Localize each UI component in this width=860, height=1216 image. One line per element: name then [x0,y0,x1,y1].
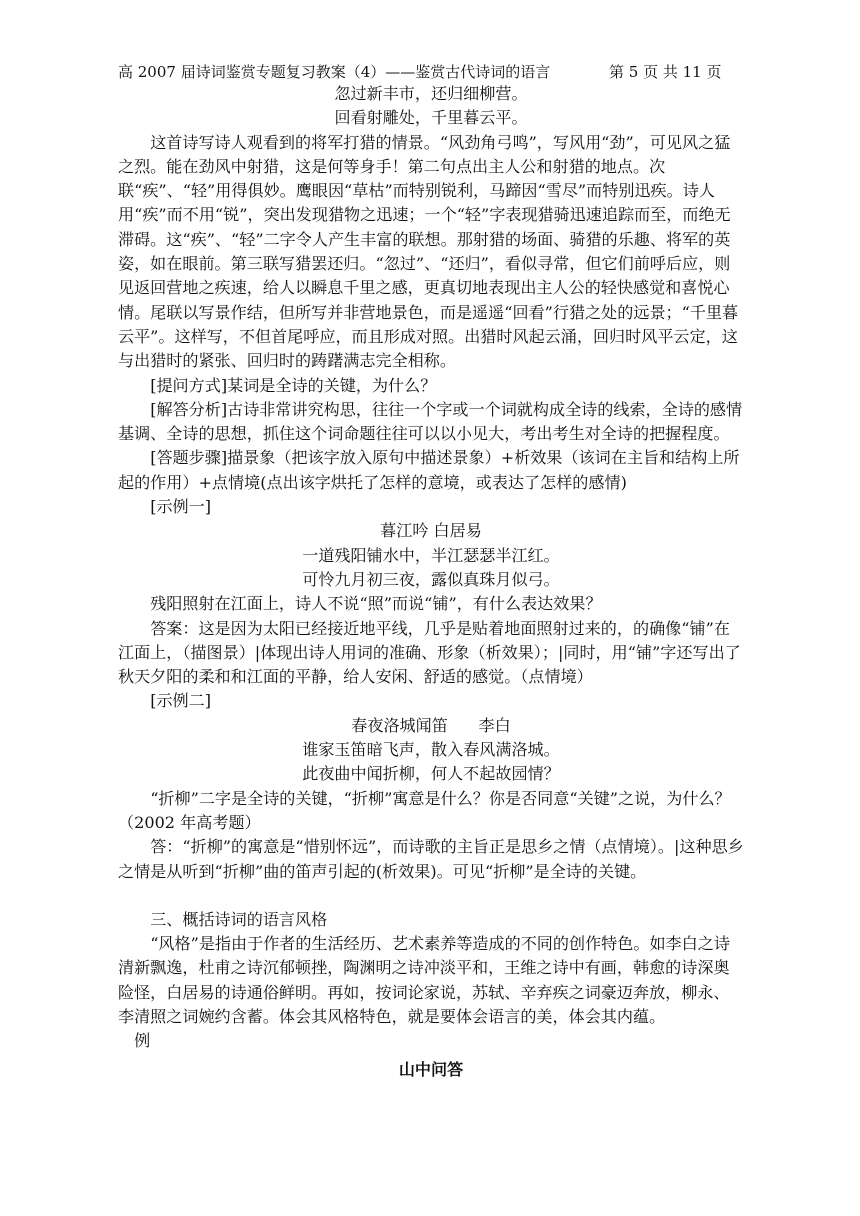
document-title: 高 2007 届诗词鉴赏专题复习教案（4）——鉴赏古代诗词的语言 [118,63,551,81]
page-number: 第 5 页 共 11 页 [609,63,722,81]
example-two-answer: 答：“折柳”的寓意是“惜别怀远”，而诗歌的主旨正是思乡之情（点情境）。|这种思乡之情是从听到“折柳”曲的笛声引起的(析效果)。可见“折柳”是全诗的关键。 [118,837,744,881]
document-body [118,82,744,1082]
example-two-title: 春夜洛城闻笛 李白 [351,715,511,735]
poem-title: 山中问答 [398,1059,464,1079]
example-label: 例 [134,1031,151,1051]
analysis-paragraph: 这首诗写诗人观看到的将军打猎的情景。“风劲角弓鸣”，写风用“劲”，可见风之猛之烈。能在劲风中射猎，这是何等身手！第二句点出主人公和射猎的地点。次联“疾”、“轻”用得俱妙。鹰眼因“草枯”而特别锐利，马蹄因“雪尽”而特别迅疾。诗人用“疾”而不用“锐”，突出发现猎物之迅速；一个“轻”字表现猎骑迅速追踪而至，而绝无滞碍。这“疾”、“轻”二字令人产生丰富的联想。那射猎的场面、骑猎的乐趣、将军的英姿，如在眼前。第三联写猎罢还归。“忽过”、“还归”，看似寻常，但它们前呼后应，则见返回营地之疾速，给人以瞬息千里之感，更真切地表现出主人公的轻快感觉和喜悦心情。尾联以写景作结，但所写并非营地景色，而是遥遥“回看”行猎之处的远景；“千里暮云平”。这样写，不但首尾呼应，而且形成对照。出猎时风起云涌，回归时风平云定，这与出猎时的紧张、回归时的踌躇满志完全相称。 [118,132,739,371]
poem-line: 一道残阳铺水中，半江瑟瑟半江红。 [302,545,560,565]
example-one-label: [示例一] [150,497,212,517]
style-paragraph: “风格”是指由于作者的生活经历、艺术素养等造成的不同的创作特色。如李白之诗清新飘逸，杜甫之诗沉郁顿挫，陶渊明之诗冲淡平和，王维之诗中有画，韩愈的诗深奥险怪，白居易的诗通俗鲜明。再如，按词论家说，苏轼、辛弃疾之词豪迈奔放，柳永、李清照之词婉约含蓄。体会其风格特色，就是要体会语言的美，体会其内蕴。 [118,934,730,1026]
example-one-title: 暮江吟 白居易 [380,521,482,541]
question-type: [提问方式]某词是全诗的关键，为什么？ [150,375,437,395]
answer-steps: [答题步骤]描景象（把该字放入原句中描述景象）+析效果（该词在主旨和结构上所起的作用）+点情境(点出该字烘托了怎样的意境，或表达了怎样的感情) [118,448,740,492]
example-two-label: [示例二] [150,691,212,711]
example-two-question: “折柳”二字是全诗的关键，“折柳”寓意是什么？你是否同意“关键”之说，为什么？（2002 年高考题） [118,788,731,832]
poem-line: 回看射雕处，千里暮云平。 [334,108,528,128]
poem-line: 此夜曲中闻折柳，何人不起故园情？ [302,764,560,784]
poem-line: 可怜九月初三夜，露似真珠月似弓。 [302,569,560,589]
section-heading: 三、概括诗词的语言风格 [150,909,328,929]
answer-analysis: [解答分析]古诗非常讲究构思，往往一个字或一个词就构成全诗的线索，全诗的感情基调、全诗的思想，抓住这个词命题往往可以以小见大，考出考生对全诗的把握程度。 [118,399,743,444]
page-header [118,62,738,82]
example-one-answer: 答案：这是因为太阳已经接近地平线，几乎是贴着地面照射过来的，的确像“铺”在江面上，（描图景）|体现出诗人用词的准确、形象（析效果）；|同时，用“铺”字还写出了秋天夕阳的柔和和江面的平静，给人安闲、舒适的感觉。（点情境） [118,618,741,687]
poem-line: 谁家玉笛暗飞声，散入春风满洛城。 [302,740,560,760]
poem-line: 忽过新丰市，还归细柳营。 [334,84,528,103]
example-one-question: 残阳照射在江面上，诗人不说“照”而说“铺”，有什么表达效果？ [150,594,602,614]
